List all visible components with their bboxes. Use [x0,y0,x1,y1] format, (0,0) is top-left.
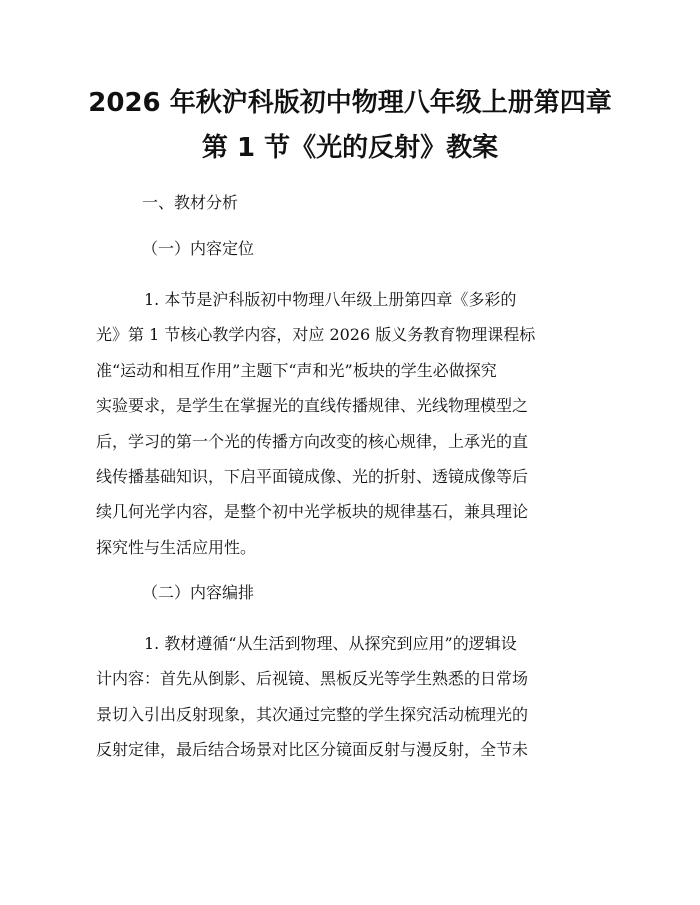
subsection-heading-content-arrangement: （二）内容编排 [142,583,255,602]
subsection-heading-content-positioning: （一）内容定位 [142,239,255,258]
paragraph-line: 准“运动和相互作用”主题下“声和光”板块的学生必做探究 [96,360,497,380]
paragraph-line: 1. 教材遵循“从生活到物理、从探究到应用”的逻辑设 [144,634,517,653]
paragraph-line: 后，学习的第一个光的传播方向改变的核心规律，上承光的直 [96,431,529,451]
paragraph-content-arrangement [96,626,596,768]
paragraph-line: 实验要求，是学生在掌握光的直线传播规律、光线物理模型之 [96,396,529,416]
paragraph-line: 计内容：首先从倒影、后视镜、黑板反光等学生熟悉的日常场 [96,669,529,689]
document-title-line-2: 第 1 节《光的反射》教案 [201,133,499,163]
paragraph-line: 光》第 1 节核心教学内容，对应 2026 版义务教育物理课程标 [96,325,536,345]
paragraph-line: 1. 本节是沪科版初中物理八年级上册第四章《多彩的 [144,290,517,309]
section-heading-teaching-material-analysis: 一、教材分析 [142,193,239,212]
paragraph-content-positioning [96,282,596,565]
paragraph-line: 反射定律，最后结合场景对比区分镜面反射与漫反射，全节未 [96,740,529,760]
paragraph-line: 线传播基础知识，下启平面镜成像、光的折射、透镜成像等后 [96,466,529,486]
document-title-line-1: 2026 年秋沪科版初中物理八年级上册第四章 [88,88,612,118]
paragraph-line: 续几何光学内容，是整个初中光学板块的规律基石，兼具理论 [96,502,529,522]
paragraph-line: 探究性与生活应用性。 [96,537,257,557]
paragraph-line: 景切入引出反射现象，其次通过完整的学生探究活动梳理光的 [96,704,529,724]
